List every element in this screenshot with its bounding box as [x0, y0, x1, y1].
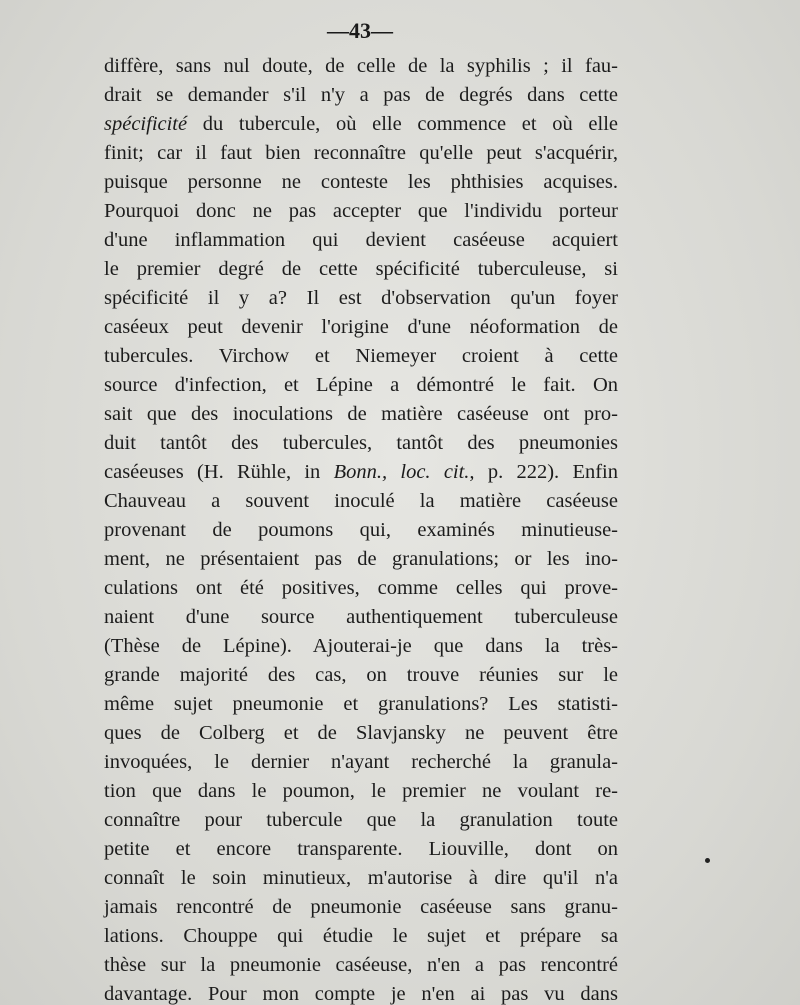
body-text — [104, 52, 618, 1005]
text-line: même sujet pneumonie et granulations? Les statisti- — [104, 693, 618, 715]
text-line: spécificité il y a? Il est d'observation qu'un foyer — [104, 287, 618, 309]
text-line: duit tantôt des tubercules, tantôt des pneumonies — [104, 432, 618, 454]
text-line: source d'infection, et Lépine a démontré le fait. On — [104, 374, 618, 396]
text-line: petite et encore transparente. Liouville, dont on — [104, 838, 618, 860]
text-line: thèse sur la pneumonie caséeuse, n'en a pas rencontré — [104, 954, 618, 976]
ink-speck — [705, 858, 710, 863]
text-line: sait que des inoculations de matière caséeuse ont pro- — [104, 403, 618, 425]
text-line: Pourquoi donc ne pas accepter que l'individu porteur — [104, 200, 618, 222]
text-line: tion que dans le poumon, le premier ne voulant re- — [104, 780, 618, 802]
text-line: provenant de poumons qui, examinés minutieuse- — [104, 519, 618, 541]
text-line: lations. Chouppe qui étudie le sujet et prépare sa — [104, 925, 618, 947]
text-line: connaît le soin minutieux, m'autorise à dire qu'il n'a — [104, 867, 618, 889]
text-line: ment, ne présentaient pas de granulations; or les ino- — [104, 548, 618, 570]
text-line: diffère, sans nul doute, de celle de la syphilis ; il fau- — [104, 55, 618, 77]
text-line: davantage. Pour mon compte je n'en ai pas vu dans — [104, 983, 618, 1005]
text-line: jamais rencontré de pneumonie caséeuse sans granu- — [104, 896, 618, 918]
text-line: drait se demander s'il n'y a pas de degrés dans cette — [104, 84, 618, 106]
text-line: ques de Colberg et de Slavjansky ne peuvent être — [104, 722, 618, 744]
text-line: puisque personne ne conteste les phthisies acquises. — [104, 171, 618, 193]
text-line: naient d'une source authentiquement tuberculeuse — [104, 606, 618, 628]
text-line: culations ont été positives, comme celles qui prove- — [104, 577, 618, 599]
text-line: connaître pour tubercule que la granulation toute — [104, 809, 618, 831]
text-line: (Thèse de Lépine). Ajouterai-je que dans la très- — [104, 635, 618, 657]
text-line: grande majorité des cas, on trouve réunies sur le — [104, 664, 618, 686]
text-line: caséeuses (H. Rühle, in Bonn., loc. cit., p. 222). Enfin — [104, 461, 618, 483]
text-line: d'une inflammation qui devient caséeuse acquiert — [104, 229, 618, 251]
text-line: invoquées, le dernier n'ayant recherché la granula- — [104, 751, 618, 773]
page-number: —43— — [327, 18, 393, 43]
text-line: Chauveau a souvent inoculé la matière caséeuse — [104, 490, 618, 512]
text-line: le premier degré de cette spécificité tuberculeuse, si — [104, 258, 618, 280]
text-line: tubercules. Virchow et Niemeyer croient à cette — [104, 345, 618, 367]
text-line: spécificité du tubercule, où elle commence et où elle — [104, 113, 618, 135]
text-line: caséeux peut devenir l'origine d'une néoformation de — [104, 316, 618, 338]
text-line: finit; car il faut bien reconnaître qu'elle peut s'acquérir, — [104, 142, 618, 164]
